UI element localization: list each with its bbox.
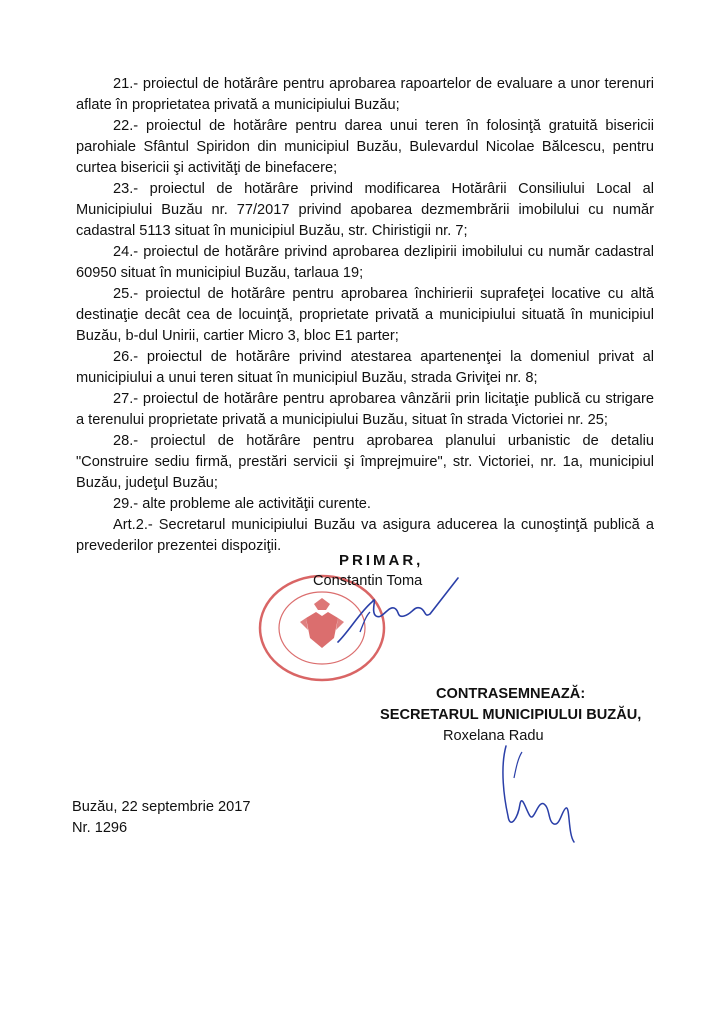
agenda-item-22: 22.- proiectul de hotărâre pentru darea unui teren în folosinţă gratuită bisericii parohiale Sfântul Spiridon din municipiul Buzău, Bulevardul Nicolae Bălcescu, pentru curtea bisericii şi activităţi de binefacere;: [76, 118, 654, 176]
secretary-title: SECRETARUL MUNICIPIULUI BUZĂU,: [380, 707, 642, 723]
agenda-item-23: 23.- proiectul de hotărâre privind modificarea Hotărârii Consiliului Local al Municipiului Buzău nr. 77/2017 privind apobarea dezmembrării imobilului cu număr cadastral 5113 situat în municipiul Buzău, str. Chiristigii nr. 7;: [76, 181, 654, 239]
agenda-item-28: 28.- proiectul de hotărâre pentru aprobarea planului urbanistic de detaliu "Construire sediu firmă, prestări servicii şi împrejmuire", str. Victoriei, nr. 1a, municipiul Buzău, judeţul Buzău;: [76, 433, 654, 491]
agenda-item-26: 26.- proiectul de hotărâre privind atestarea apartenenţei la domeniul privat al municipiului a unui teren situat în municipiul Buzău, strada Griviţei nr. 8;: [76, 349, 654, 386]
place-date: Buzău, 22 septembrie 2017: [72, 799, 251, 815]
agenda-item-29: 29.- alte probleme ale activităţii curente.: [113, 496, 371, 512]
article-2: Art.2.- Secretarul municipiului Buzău va asigura aducerea la cunoştinţă publică a prevederilor prezentei dispoziţii.: [76, 517, 654, 554]
document-number: Nr. 1296: [72, 820, 128, 836]
secretary-name: Roxelana Radu: [443, 728, 544, 744]
mayor-title: PRIMAR,: [339, 552, 424, 569]
countersign-title: CONTRASEMNEAZĂ:: [436, 686, 586, 702]
agenda-item-25: 25.- proiectul de hotărâre pentru aprobarea închirierii suprafeţei locative cu altă destinaţie decât cea de locuinţă, proprietate privată a municipiului situată în municipiul Buzău, b-dul Unirii, cartier Micro 3, bloc E1 parter;: [76, 286, 654, 344]
agenda-item-21: 21.- proiectul de hotărâre pentru aprobarea rapoartelor de evaluare a unor terenuri aflate în proprietatea privată a municipiului Buzău;: [76, 76, 654, 113]
agenda-list: [76, 74, 654, 557]
agenda-item-24: 24.- proiectul de hotărâre privind aprobarea dezlipirii imobilului cu număr cadastral 60950 situat în municipiul Buzău, tarlaua 19;: [76, 244, 654, 281]
secretary-signature: [496, 738, 588, 848]
mayor-name: Constantin Toma: [313, 573, 423, 589]
agenda-item-27: 27.- proiectul de hotărâre pentru aprobarea vânzării prin licitaţie publică cu strigare a terenului proprietate privată a municipiului Buzău, situat în strada Victoriei nr. 25;: [76, 391, 654, 428]
